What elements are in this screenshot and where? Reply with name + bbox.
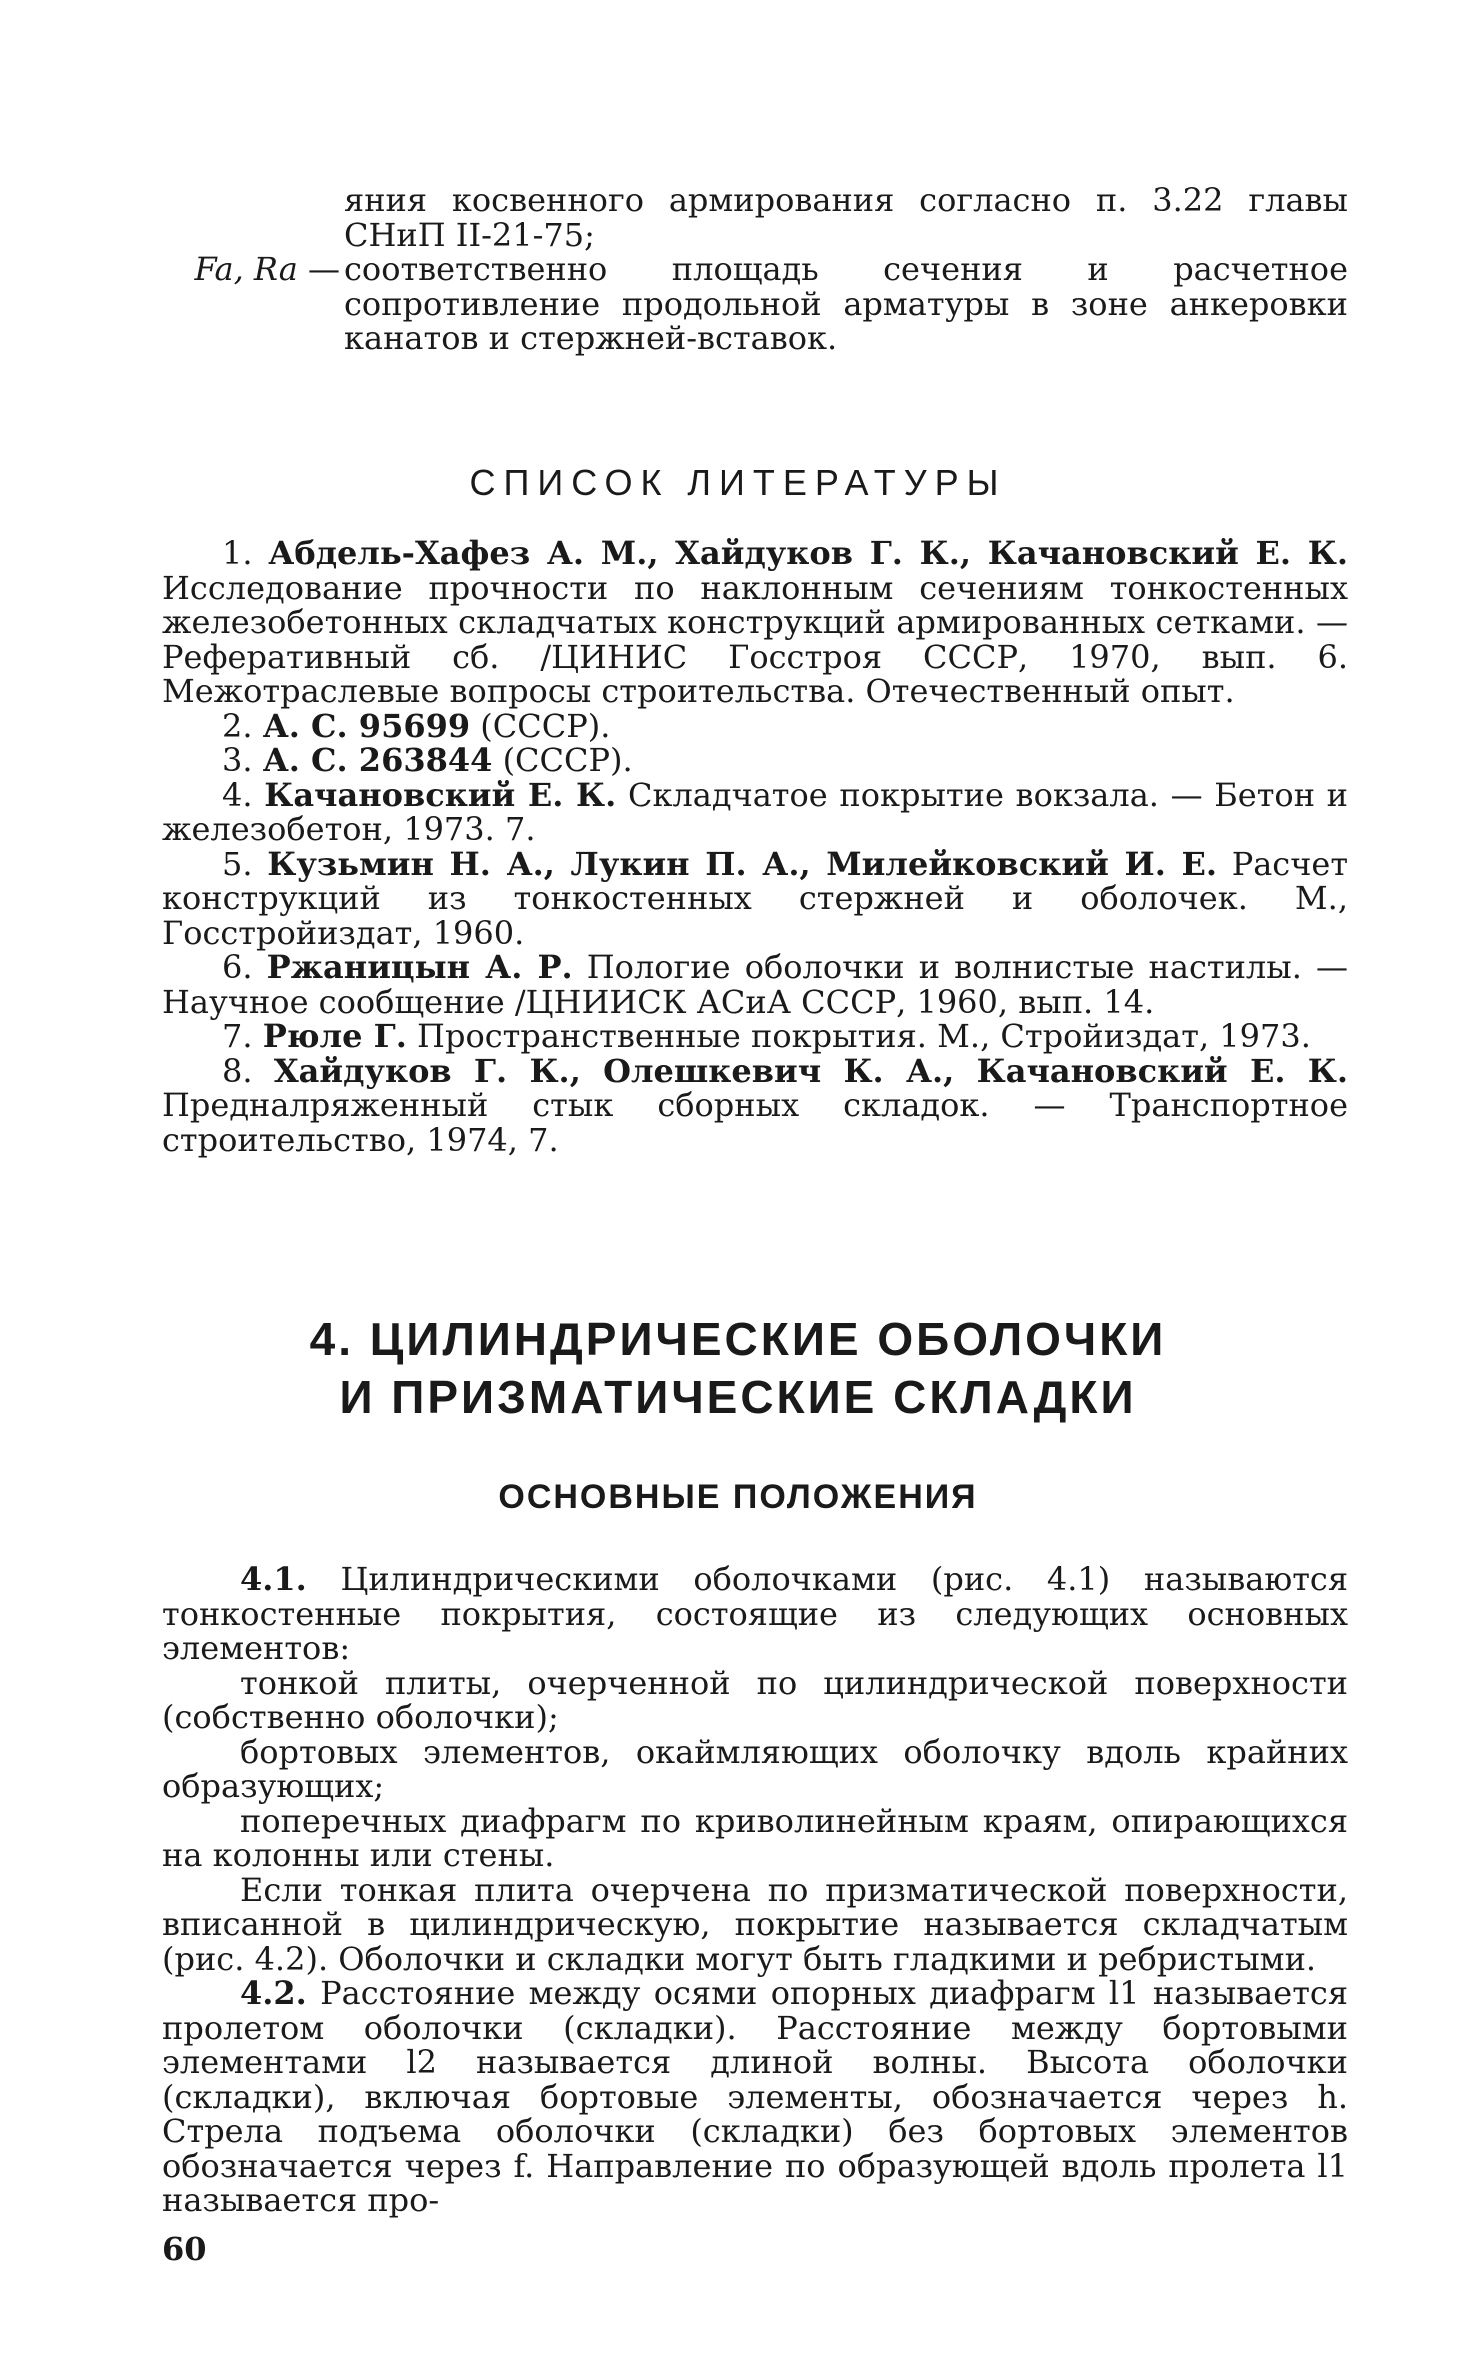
paragraph: 4.2. Расстояние между осями опорных диафрагм l1 называется пролетом оболочки (складки). Расстояние между бортовыми элементами l2 называется длиной волны. Высота оболочки (складки), включая бортовые элементы, обозначается через h. Стрела подъема оболочки (складки) без бортовых элементов обозначается через f. Направление по образующей вдоль пролета l1 называется про- <box>162 1974 1348 2219</box>
reference-item: 8. Хайдуков Г. К., Олешкевич К. А., Качановский Е. К. Предналряженный стык сборных складок. — Транспортное строительство, 1974, 7. <box>162 1051 1348 1159</box>
definition-symbol: Fa, Ra — <box>194 250 340 288</box>
page-number: 60 <box>162 2230 207 2268</box>
paragraph: бортовых элементов, окаймляющих оболочку вдоль крайних образующих; <box>162 1732 1348 1805</box>
reference-item: 4. Качановский Е. К. Складчатое покрытие вокзала. — Бетон и железобетон, 1973. 7. <box>162 775 1349 848</box>
chapter-title <box>0 1310 1476 1426</box>
reference-item: 1. Абдель-Хафез А. М., Хайдуков Г. К., Качановский Е. К. Исследование прочности по наклонным сечениям тонкостенных железобетонных складчатых конструкций армированных сетками. — Реферативный сб. /ЦИНИС Госстроя СССР, 1970, вып. 6. Межотраслевые вопросы строительства. Отечественный опыт. <box>162 534 1349 710</box>
section-title: ОСНОВНЫЕ ПОЛОЖЕНИЯ <box>498 1478 978 1516</box>
symbol-definitions <box>162 183 1348 356</box>
definition-fa-ra <box>162 252 1348 356</box>
paragraph: тонкой плиты, очерченной по цилиндрической поверхности (собственно оболочки); <box>162 1663 1348 1736</box>
definition-text: соответственно площадь сечения и расчетное сопротивление продольной арматуры в зоне анкеровки канатов и стержней-вставок. <box>344 250 1348 357</box>
body-text <box>162 1562 1348 2218</box>
chapter-title-line: 4. ЦИЛИНДРИЧЕСКИЕ ОБОЛОЧКИ <box>309 1313 1167 1365</box>
reference-item: 2. А. С. 95699 (СССР). <box>222 706 611 745</box>
paragraph: Если тонкая плита очерчена по призматической поверхности, вписанной в цилиндрическую, покрытие называется складчатым (рис. 4.2). Оболочки и складки могут быть гладкими и ребристыми. <box>162 1870 1348 1978</box>
literature-heading: СПИСОК ЛИТЕРАТУРЫ <box>469 462 1007 503</box>
chapter-title-line: И ПРИЗМАТИЧЕСКИЕ СКЛАДКИ <box>339 1371 1137 1423</box>
reference-item: 6. Ржаницын А. Р. Пологие оболочки и волнистые настилы. — Научное сообщение /ЦНИИСК АСиА СССР, 1960, вып. 14. <box>162 948 1349 1021</box>
reference-item: 3. А. С. 263844 (СССР). <box>222 741 633 779</box>
reference-item: 7. Рюле Г. Пространственные покрытия. М., Стройиздат, 1973. <box>222 1017 1311 1055</box>
reference-list <box>162 536 1348 1157</box>
definition-text: яния косвенного армирования согласно п. 3.22 главы СНиП II-21-75; <box>344 181 1348 254</box>
definition-continuation <box>162 183 1348 252</box>
paragraph: поперечных диафрагм по криволинейным краям, опирающихся на колонны или стены. <box>162 1801 1348 1874</box>
reference-item: 5. Кузьмин Н. А., Лукин П. А., Милейковский И. Е. Расчет конструкций из тонкостенных стержней и оболочек. М., Госстройиздат, 1960. <box>162 844 1349 952</box>
paragraph: 4.1. Цилиндрическими оболочками (рис. 4.1) называются тонкостенные покрытия, состоящие из следующих основных элементов: <box>162 1560 1348 1667</box>
